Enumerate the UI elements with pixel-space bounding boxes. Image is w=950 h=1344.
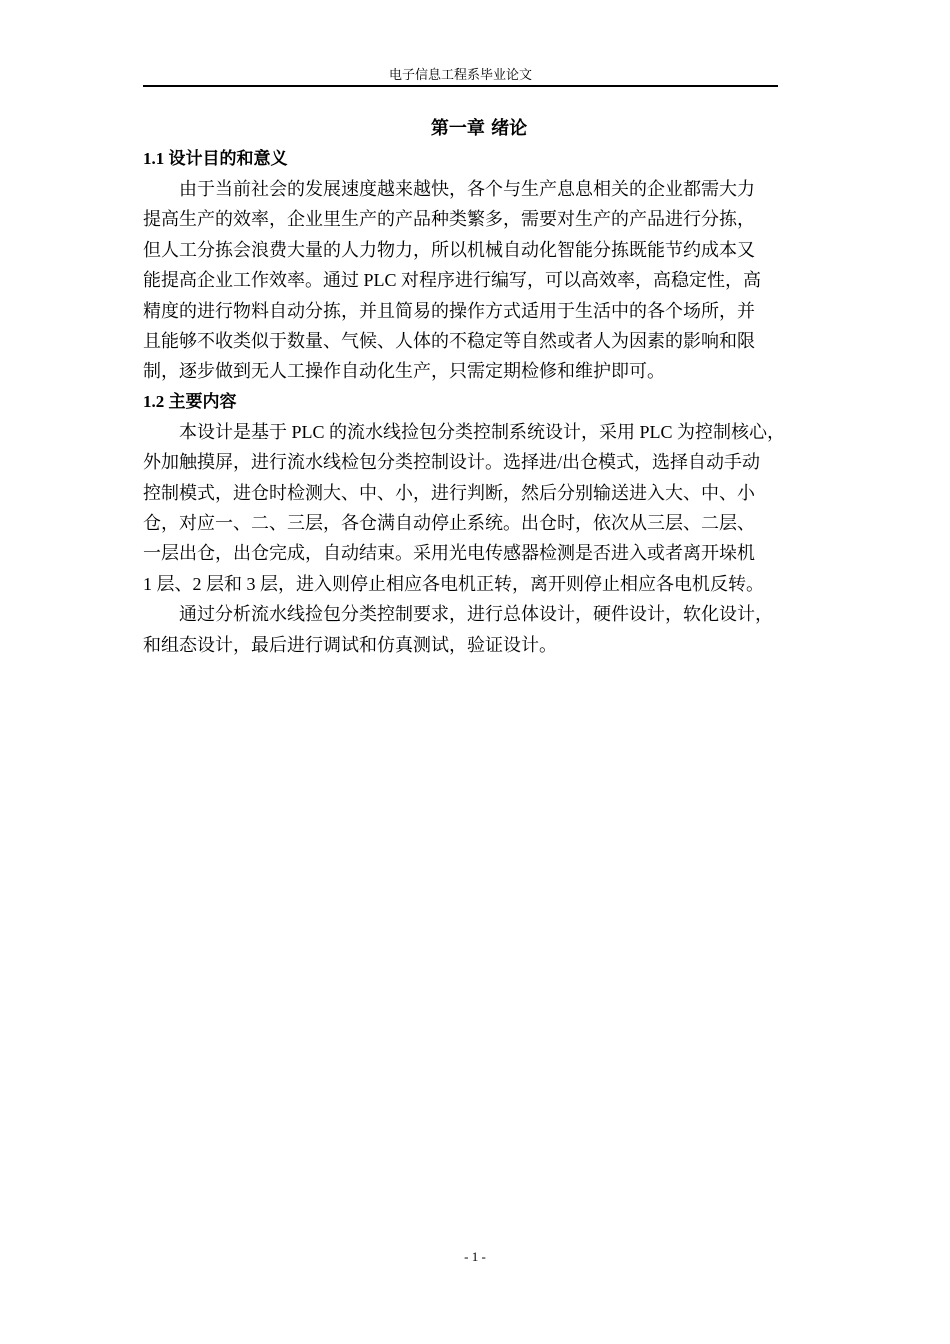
text-line: 且能够不收类似于数量、气候、人体的不稳定等自然或者人为因素的影响和限 <box>143 331 755 352</box>
paragraph <box>143 174 815 387</box>
text-line: 能提高企业工作效率。通过 PLC 对程序进行编写，可以高效率，高稳定性，高 <box>143 270 762 291</box>
header-rule <box>143 85 778 87</box>
text-line: 控制模式，进仓时检测大、中、小，进行判断，然后分别输送进入大、中、小 <box>143 482 755 503</box>
text-line: 但人工分拣会浪费大量的人力物力，所以机械自动化智能分拣既能节约成本又 <box>143 239 755 260</box>
paragraph <box>143 599 815 660</box>
text-line: 制，逐步做到无人工操作自动化生产，只需定期检修和维护即可。 <box>143 361 665 382</box>
text-line: 通过分析流水线捡包分类控制要求，进行总体设计，硬件设计，软化设计， <box>179 604 773 625</box>
paragraph <box>143 417 815 599</box>
text-line: 提高生产的效率，企业里生产的产品种类繁多，需要对生产的产品进行分拣， <box>143 209 755 230</box>
text-line: 1 层、2 层和 3 层，进入则停止相应各电机正转，离开则停止相应各电机反转。 <box>143 573 764 594</box>
chapter-title: 第一章 绪论 <box>430 118 528 139</box>
text-line: 仓，对应一、二、三层，各仓满自动停止系统。出仓时，依次从三层、二层、 <box>143 513 755 534</box>
text-line: 本设计是基于 PLC 的流水线捡包分类控制系统设计，采用 PLC 为控制核心， <box>179 421 786 442</box>
text-line: 由于当前社会的发展速度越来越快，各个与生产息息相关的企业都需大力 <box>179 179 755 199</box>
text-line: 外加触摸屏，进行流水线检包分类控制设计。选择进/出仓模式，选择自动手动 <box>143 452 760 473</box>
body-content <box>143 114 815 660</box>
page-number: - 1 - <box>464 1249 486 1264</box>
running-header: 电子信息工程系毕业论文 <box>388 67 532 82</box>
text-line: 精度的进行物料自动分拣，并且简易的操作方式适用于生活中的各个场所，并 <box>143 300 755 321</box>
section-title: 1.2 主要内容 <box>143 391 237 411</box>
text-line: 和组态设计，最后进行调试和仿真测试，验证设计。 <box>143 634 557 655</box>
section-title: 1.1 设计目的和意义 <box>143 149 288 168</box>
text-line: 一层出仓，出仓完成，自动结束。采用光电传感器检测是否进入或者离开垛机 <box>143 543 755 564</box>
